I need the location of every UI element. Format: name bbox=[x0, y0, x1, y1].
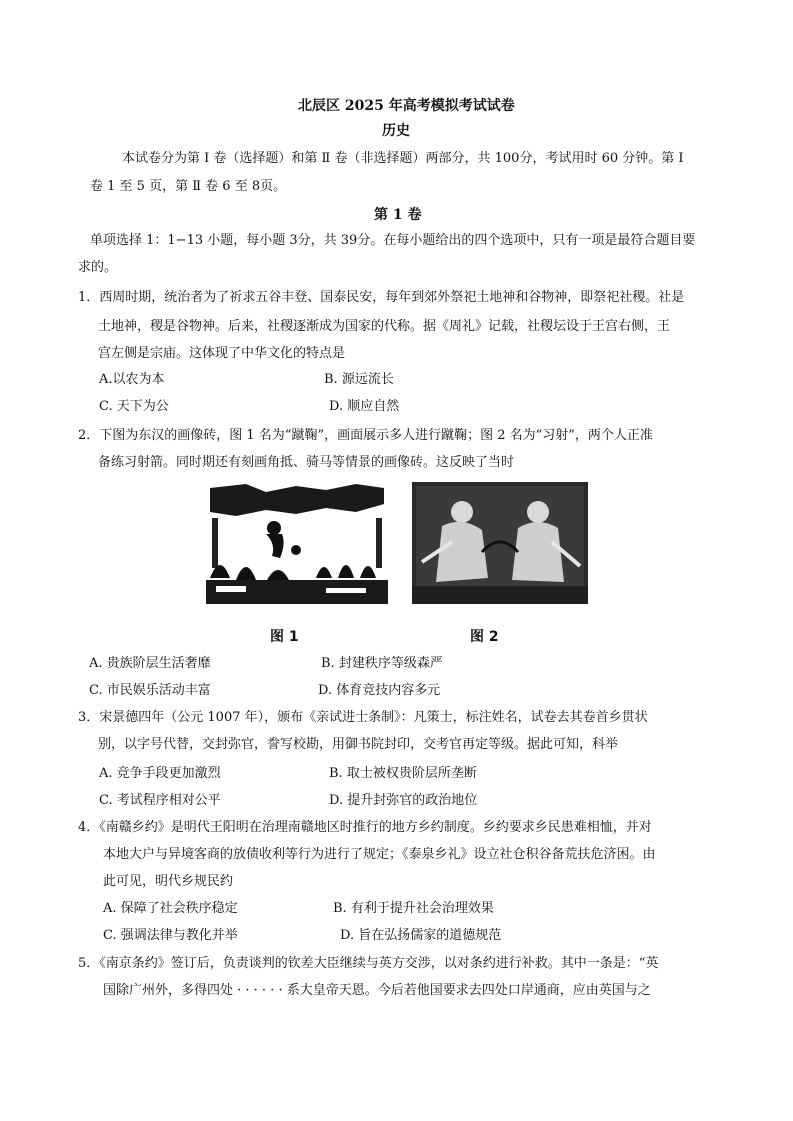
q4-option-b[interactable]: B. 有利于提升社会治理效果 bbox=[333, 901, 494, 916]
q4-option-d[interactable]: D. 旨在弘扬儒家的道德规范 bbox=[340, 928, 502, 943]
q1-line-2: 土地神，稷是谷物神。后来，社稷逐渐成为国家的代称。据《周礼》记载，社稷坛设于王宫右侧，王 bbox=[98, 319, 671, 334]
q5-line-1: 5．《南京条约》签订后，负责谈判的钦差大臣继续与英方交涉，以对条约进行补救。其中一条是：“英 bbox=[78, 956, 659, 971]
q4-line-2: 本地大户与异境客商的放债收利等行为进行了规定；《泰泉乡礼》设立社仓积谷备荒扶危济困。由 bbox=[103, 847, 656, 862]
section-title: 第 1 卷 bbox=[374, 207, 422, 223]
q1-option-b[interactable]: B. 源远流长 bbox=[324, 372, 394, 387]
q1-option-a[interactable]: A.以农为本 bbox=[99, 372, 165, 387]
intro-line-2: 卷 1 至 5 页，第 Ⅱ 卷 6 至 8页。 bbox=[90, 179, 287, 194]
figure-area bbox=[200, 476, 600, 656]
q2-line-2: 备练习射箭。同时期还有刻画角抵、骑马等情景的画像砖。这反映了当时 bbox=[98, 455, 515, 470]
q4-option-c[interactable]: C. 强调法律与教化并举 bbox=[103, 928, 238, 943]
q4-line-1: 4．《南赣乡约》是明代王阳明在治理南赣地区时推行的地方乡约制度。乡约要求乡民患难相恤，并对 bbox=[78, 820, 652, 835]
q4-line-3: 此可见，明代乡规民约 bbox=[103, 874, 234, 889]
figure-1-caption: 图 1 bbox=[270, 629, 299, 645]
q4-option-a[interactable]: A. 保障了社会秩序稳定 bbox=[103, 901, 238, 916]
exam-title: 北辰区 2025 年高考模拟考试试卷 bbox=[298, 98, 515, 114]
q1-line-3: 宫左侧是宗庙。这体现了中华文化的特点是 bbox=[98, 346, 346, 361]
section-instruction-1: 单项选择 1：1−13 小题，每小题 3分，共 39分。在每小题给出的四个选项中，只有一项是最符合题目要 bbox=[90, 233, 696, 248]
subject-title: 历史 bbox=[382, 123, 410, 139]
q1-line-1: 1．西周时期，统治者为了祈求五谷丰登、国泰民安，每年到郊外祭祀土地神和谷物神，即祭祀社稷。社是 bbox=[78, 290, 685, 305]
q3-option-a[interactable]: A. 竞争手段更加激烈 bbox=[99, 766, 221, 781]
q3-line-1: 3．宋景德四年（公元 1007 年），颁布《亲试进士条制》：凡策士，标注姓名，试卷去其卷首乡贯状 bbox=[78, 710, 648, 725]
archery-brick-image bbox=[412, 482, 588, 604]
q2-option-c[interactable]: C. 市民娱乐活动丰富 bbox=[89, 683, 211, 698]
q1-option-d[interactable]: D. 顺应自然 bbox=[329, 399, 400, 414]
q2-option-a[interactable]: A. 贵族阶层生活奢靡 bbox=[89, 656, 211, 671]
cuju-brick-image bbox=[206, 482, 388, 604]
q3-option-d[interactable]: D. 提升封弥官的政治地位 bbox=[329, 793, 478, 808]
q2-line-1: 2．下图为东汉的画像砖，图 1 名为“蹴鞠”，画面展示多人进行蹴鞠；图 2 名为“习射”，两个人正准 bbox=[78, 428, 653, 443]
section-instruction-2: 求的。 bbox=[78, 260, 118, 275]
q3-line-2: 别，以字号代替，交封弥官，誊写校勘，用御书院封印，交考官再定等级。据此可知，科举 bbox=[98, 737, 619, 752]
q3-option-c[interactable]: C. 考试程序相对公平 bbox=[99, 793, 221, 808]
intro-line-1: 本试卷分为第 Ⅰ 卷（选择题）和第 Ⅱ 卷（非选择题）两部分，共 100分，考试用时 60 分钟。第 Ⅰ bbox=[122, 151, 684, 166]
q1-option-c[interactable]: C. 天下为公 bbox=[99, 399, 169, 414]
q2-option-b[interactable]: B. 封建秩序等级森严 bbox=[321, 656, 443, 671]
q5-line-2: 国除广州外，多得四处 · · · · · · 系大皇帝天恩。今后若他国要求去四处口岸通商，应由英国与之 bbox=[103, 983, 651, 998]
figure-2-caption: 图 2 bbox=[470, 629, 499, 645]
q3-option-b[interactable]: B. 取士被权贵阶层所垄断 bbox=[329, 766, 477, 781]
q2-option-d[interactable]: D. 体育竞技内容多元 bbox=[318, 683, 441, 698]
